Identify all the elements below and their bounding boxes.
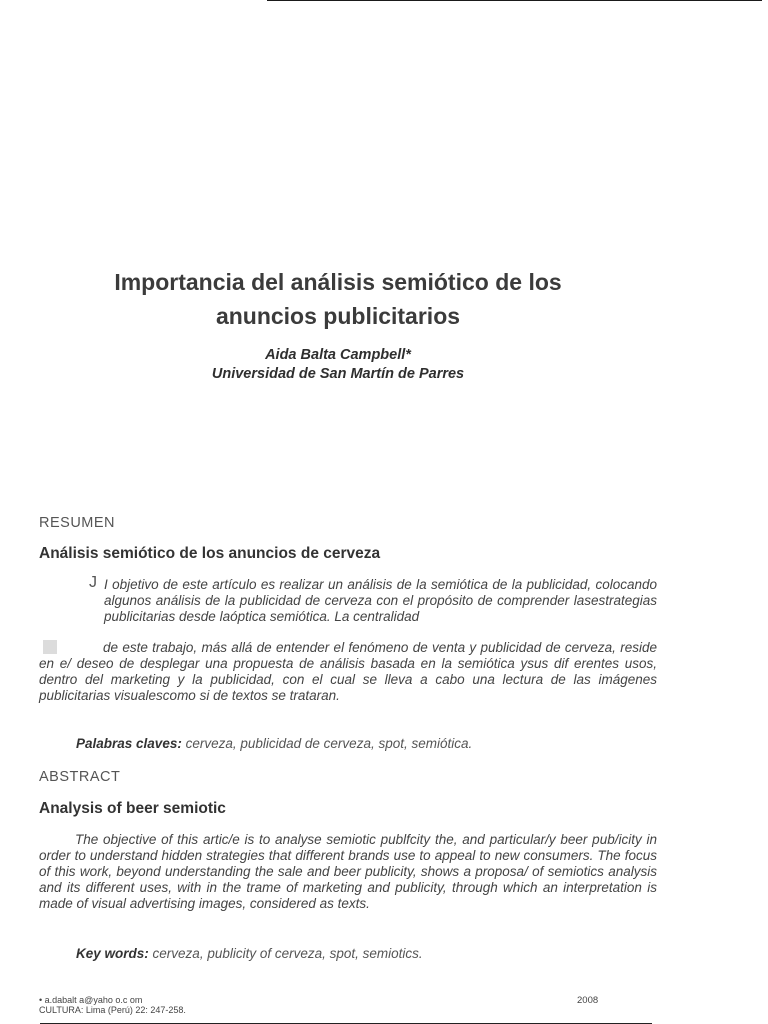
author-block	[40, 346, 636, 384]
footnote-citation: CULTURA: Lima (Perú) 22: 247-258.	[39, 1005, 186, 1015]
abstract-keywords-text: cerveza, publicity of cerveza, spot, semiotics.	[152, 946, 423, 961]
resumen-heading: Análisis semiótico de los anuncios de cerveza	[39, 545, 381, 562]
top-rule	[267, 0, 762, 1]
footnote	[39, 995, 186, 1015]
resumen-paragraph-first: I objetivo de este artículo es realizar un análisis de la semiótica de la publicidad, colocando algunos análisis de la publicidad de cerveza con el propósito de comprender lasestrategias publicitarias desde laóptica semiótica. La centralidad	[104, 577, 657, 624]
abstract-label: ABSTRACT	[39, 769, 121, 785]
footnote-email: • a.dabalt a@yaho o.c om	[39, 995, 143, 1005]
resumen-paragraph-rest: de este trabajo, más allá de entender el fenómeno de venta y publicidad de cerveza, reside en e/ deseo de desplegar una propuesta de análisis basada en la semiótica ysus dif erentes usos, dentro del marketing y la publicidad, con el cual se lleva a cabo una lectura de las imágenes publicitarias visualescomo si de textos se trataran.	[39, 640, 657, 703]
resumen-label: RESUMEN	[39, 515, 116, 531]
author-name: Aida Balta Campbell*	[265, 347, 411, 363]
resumen-keywords-label: Palabras claves:	[76, 736, 182, 751]
title-line-1: Importancia del análisis semiótico de los	[114, 269, 562, 295]
author-affiliation: Universidad de San Martín de Parres	[211, 366, 465, 382]
abstract-paragraph: The objective of this artic/e is to analyse semiotic publfcity the, and particular/y beer pub/icity in order to understand hidden strategies that different brands use to appeal to new consumers. The focus of this work, beyond understanding the sale and beer publicity, shows a proposa/ of semiotics analysis and its different uses, with in the trame of marketing and publicity, through which an interpretation is made of visual advertising images, considered as texts.	[39, 832, 657, 911]
abstract-keywords-label: Key words:	[76, 946, 149, 961]
article-title	[40, 265, 636, 333]
resumen-keywords-text: cerveza, publicidad de cerveza, spot, semiótica.	[185, 736, 473, 751]
footer-year: 2008	[577, 995, 599, 1006]
abstract-heading: Analysis of beer semiotic	[39, 800, 226, 817]
abstract-keywords	[76, 946, 423, 961]
drop-letter: J	[89, 574, 97, 591]
title-line-2: anuncios publicitarios	[215, 303, 461, 329]
resumen-keywords	[76, 736, 472, 751]
